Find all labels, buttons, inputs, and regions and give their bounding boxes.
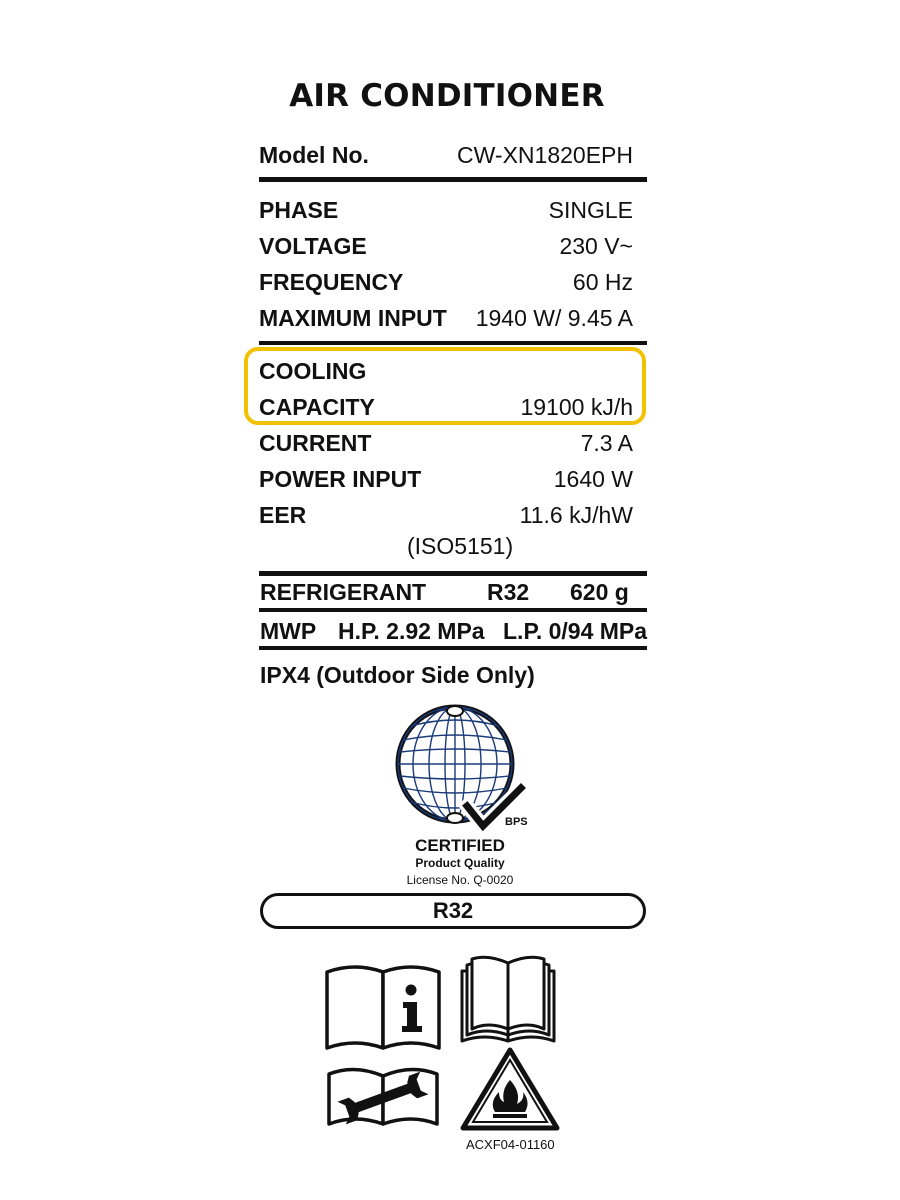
cooling-label: CAPACITY (259, 394, 375, 420)
cooling-value: 11.6 kJ/hW (519, 502, 633, 528)
certified-text: CERTIFIED (415, 836, 505, 855)
product-quality-text: Product Quality (415, 856, 505, 870)
operation-manual-icon (456, 955, 560, 1045)
spec-value: 60 Hz (572, 269, 633, 295)
cooling-label: POWER INPUT (259, 466, 422, 492)
spec-value: 1940 W/ 9.45 A (475, 305, 633, 331)
cooling-value: 7.3 A (580, 430, 633, 456)
cooling-label: EER (259, 502, 307, 528)
part-code: ACXF04-01160 (466, 1137, 555, 1152)
divider-mwp (259, 646, 647, 650)
spec-label: PHASE (259, 197, 339, 223)
spec-value: SINGLE (548, 197, 633, 223)
cooling-value: 1640 W (553, 466, 633, 492)
divider-electrical (259, 341, 647, 345)
divider-refrigerant-bottom (259, 608, 647, 612)
label-title: AIR CONDITIONER (289, 78, 605, 114)
spec-label: FREQUENCY (259, 269, 404, 295)
spec-value: 230 V~ (559, 233, 633, 259)
cooling-label: CURRENT (259, 430, 372, 456)
model-label: Model No. (259, 142, 369, 168)
refrigerant-label: REFRIGERANT (260, 579, 427, 605)
iso-standard: (ISO5151) (407, 533, 514, 559)
mwp-high-pressure: H.P. 2.92 MPa (338, 618, 485, 644)
divider-refrigerant-top (259, 571, 647, 576)
cooling-row-current (259, 429, 633, 457)
manual-info-icon (323, 960, 445, 1052)
spec-row-frequency (259, 268, 633, 296)
license-number: License No. Q-0020 (406, 873, 514, 887)
model-row (259, 141, 633, 169)
spec-label: VOLTAGE (259, 233, 367, 259)
certification-mark-text: BPS (505, 816, 528, 828)
cooling-row-capacity (259, 393, 633, 421)
refrigerant-badge: R32 (260, 893, 646, 929)
spec-row-phase (259, 196, 633, 224)
spec-row-voltage (259, 232, 633, 260)
cooling-row-power-input (259, 465, 633, 493)
ipx-rating: IPX4 (Outdoor Side Only) (260, 662, 535, 688)
refrigerant-amount: 620 g (570, 579, 629, 605)
cooling-row-eer (259, 501, 633, 529)
refrigerant-row (260, 579, 635, 607)
mwp-label: MWP (260, 618, 317, 644)
divider-top (259, 177, 647, 182)
flammable-warning-icon (459, 1046, 561, 1132)
model-value: CW-XN1820EPH (457, 142, 633, 168)
globe-certification-icon (393, 702, 533, 834)
spec-label: MAXIMUM INPUT (259, 305, 447, 331)
cooling-heading-row (259, 357, 633, 385)
cooling-value: 19100 kJ/h (520, 394, 633, 420)
mwp-low-pressure: L.P. 0/94 MPa (503, 618, 648, 644)
spec-row-maximum-input (259, 304, 633, 332)
service-manual-icon (325, 1062, 441, 1128)
refrigerant-type: R32 (487, 579, 530, 605)
cooling-heading: COOLING (259, 358, 367, 384)
